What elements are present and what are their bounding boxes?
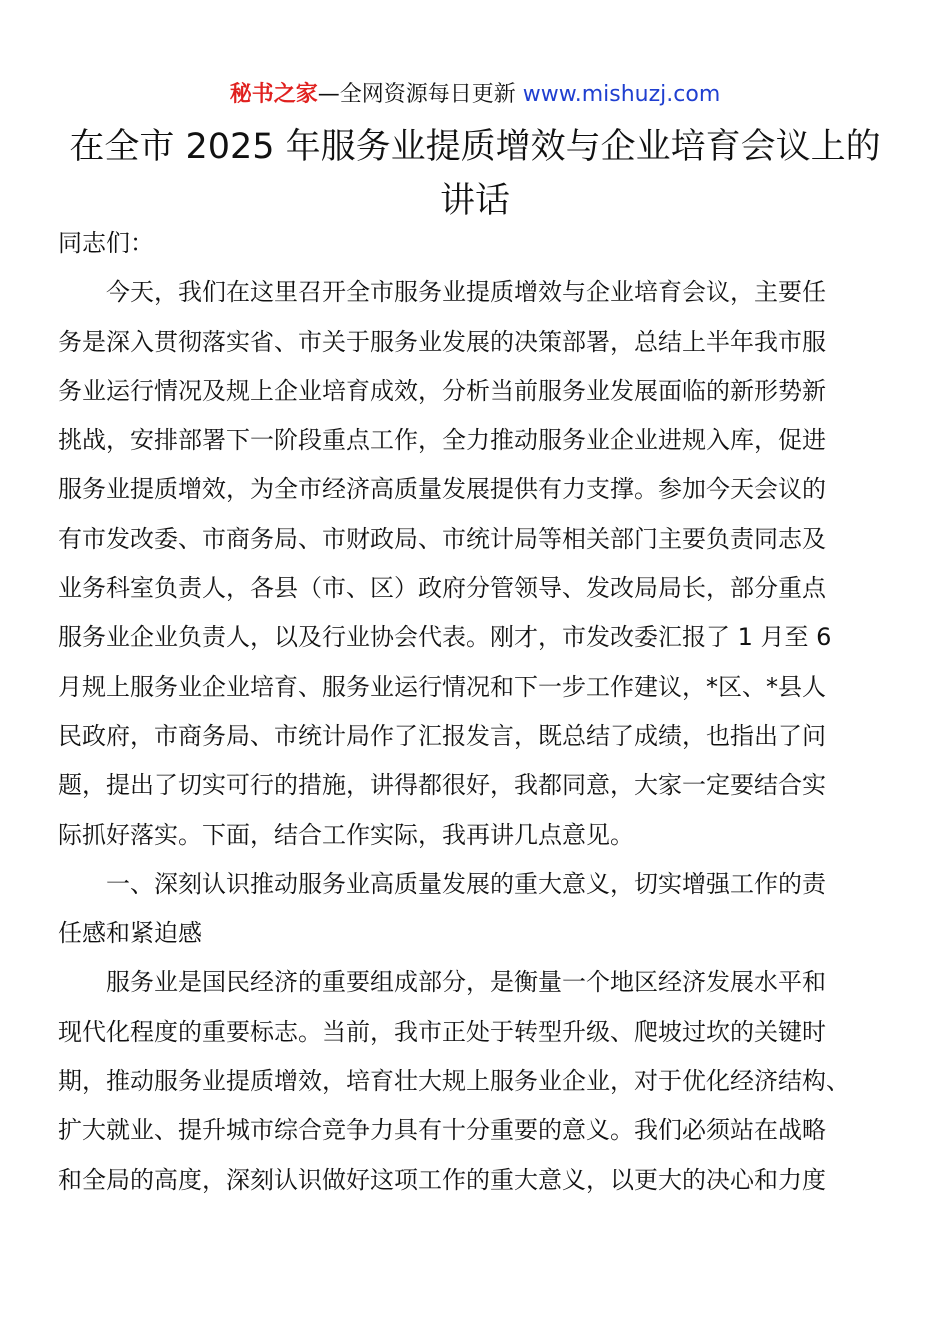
title-line-2: 讲话 xyxy=(439,181,510,221)
paragraph-line: 现代化程度的重要标志。当前，我市正处于转型升级、爬坡过坎的关键时 xyxy=(58,1017,826,1046)
site-brand: 秘书之家 xyxy=(229,82,318,107)
paragraph-line: 服务业是国民经济的重要组成部分，是衡量一个地区经济发展水平和 xyxy=(106,968,826,997)
paragraph-line: 扩大就业、提升城市综合竞争力具有十分重要的意义。我们必须站在战略 xyxy=(58,1116,826,1145)
paragraph-line: 挑战，安排部署下一阶段重点工作，全力推动服务业企业进规入库，促进 xyxy=(58,426,826,455)
paragraph-line: 期，推动服务业提质增效，培育壮大规上服务业企业，对于优化经济结构、 xyxy=(58,1067,850,1096)
paragraph-line: 务是深入贯彻落实省、市关于服务业发展的决策部署，总结上半年我市服 xyxy=(58,327,826,356)
paragraph-line: 和全局的高度，深刻认识做好这项工作的重大意义，以更大的决心和力度 xyxy=(58,1165,826,1194)
section-heading-line: 一、深刻认识推动服务业高质量发展的重大意义，切实增强工作的责 xyxy=(106,869,826,898)
paragraph-line: 题，提出了切实可行的措施，讲得都很好，我都同意，大家一定要结合实 xyxy=(58,771,826,800)
paragraph-line: 月规上服务业企业培育、服务业运行情况和下一步工作建议，*区、*县人 xyxy=(58,672,826,701)
paragraph-line: 务业运行情况及规上企业培育成效，分析当前服务业发展面临的新形势新 xyxy=(58,376,826,405)
paragraph-line: 今天，我们在这里召开全市服务业提质增效与企业培育会议，主要任 xyxy=(106,278,826,307)
site-tagline: —全网资源每日更新 xyxy=(317,82,523,107)
section-heading-line: 任感和紧迫感 xyxy=(58,919,202,948)
title-line-1: 在全市 2025 年服务业提质增效与企业培育会议上的 xyxy=(69,127,881,167)
site-header xyxy=(0,78,950,112)
paragraph-line: 业务科室负责人，各县（市、区）政府分管领导、发改局局长，部分重点 xyxy=(58,574,826,603)
site-url-link[interactable]: www.mishuzj.com xyxy=(522,82,721,107)
paragraph-line: 际抓好落实。下面，结合工作实际，我再讲几点意见。 xyxy=(58,820,634,849)
paragraph-line: 服务业提质增效，为全市经济高质量发展提供有力支撑。参加今天会议的 xyxy=(58,475,826,504)
speech-body xyxy=(58,219,878,1205)
paragraph-line: 有市发改委、市商务局、市财政局、市统计局等相关部门主要负责同志及 xyxy=(58,524,826,553)
paragraph-line: 民政府，市商务局、市统计局作了汇报发言，既总结了成绩，也指出了问 xyxy=(58,721,826,750)
salutation: 同志们： xyxy=(58,229,154,257)
paragraph-line: 服务业企业负责人，以及行业协会代表。刚才，市发改委汇报了 1 月至 6 xyxy=(58,623,832,652)
document-title xyxy=(55,120,895,228)
